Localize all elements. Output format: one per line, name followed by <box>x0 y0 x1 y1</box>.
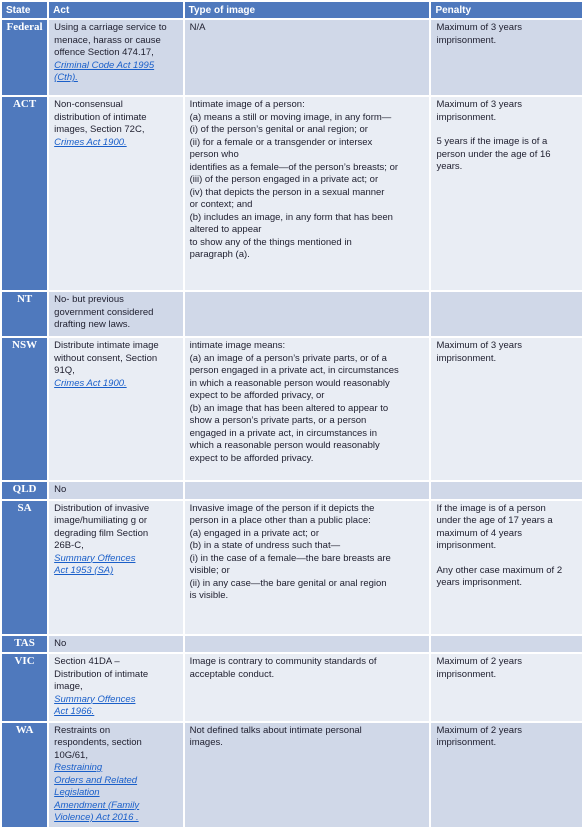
text-line: (ii) in any case—the bare genital or anal region <box>189 577 387 589</box>
text-line: drafting new laws. <box>54 319 131 330</box>
table-row-federal <box>2 20 582 95</box>
text-line: person who <box>189 149 239 160</box>
text-line: Maximum of 2 years <box>436 724 522 736</box>
text-line: Maximum of 3 years <box>436 22 522 33</box>
text-line: imprisonment. <box>436 111 497 123</box>
header-act: Act <box>49 2 182 18</box>
act-cell <box>49 292 182 336</box>
text-line: visible; or <box>189 565 230 576</box>
text-line: expect to be afforded privacy. <box>189 452 314 464</box>
state-cell: WA <box>2 723 47 827</box>
text-line: distribution of intimate <box>54 111 147 123</box>
text-line: in which a reasonable person would reasonably <box>189 377 390 389</box>
text-line: Distribution of intimate <box>54 668 149 680</box>
legislation-link[interactable]: Legislation <box>54 787 100 798</box>
text-line: N/A <box>189 22 206 33</box>
legislation-link[interactable]: Crimes Act 1900. <box>54 377 127 389</box>
text-line: 5 years if the image is of a <box>436 136 548 147</box>
type-of-image-cell <box>185 97 430 290</box>
text-line: Invasive image of the person if it depicts the <box>189 502 375 514</box>
legislation-link[interactable]: Restraining <box>54 762 103 773</box>
text-line: (b) an image that has been altered to appear to <box>189 402 389 414</box>
penalty-cell <box>431 636 582 653</box>
legislation-link[interactable]: Summary Offences <box>54 552 136 564</box>
act-cell <box>49 723 182 827</box>
act-cell <box>49 482 182 499</box>
text-line: person engaged in a private act, in circumstances <box>189 365 399 376</box>
text-line: offence Section 474.17, <box>54 47 154 58</box>
text-line: 91Q, <box>54 365 75 376</box>
text-line: Any other case maximum of 2 <box>436 564 563 576</box>
text-line: 10G/61, <box>54 749 88 761</box>
header-penalty: Penalty <box>431 2 582 18</box>
text-line: Using a carriage service to <box>54 22 167 33</box>
legislation-link[interactable]: Criminal Code Act 1995 <box>54 59 155 71</box>
text-line: which a reasonable person would reasonably <box>189 440 380 451</box>
text-line: (iv) that depicts the person in a sexual manner <box>189 186 385 198</box>
legislation-link[interactable]: Act 1953 (SA) <box>54 565 114 576</box>
paragraph-gap <box>436 553 577 565</box>
text-line: Intimate image of a person: <box>189 99 305 110</box>
text-line: imprisonment. <box>436 668 497 680</box>
legislation-link[interactable]: Crimes Act 1900. <box>54 136 127 148</box>
text-line: person in a place other than a public place: <box>189 515 371 526</box>
state-cell: NT <box>2 292 47 336</box>
text-line: imprisonment. <box>436 34 497 46</box>
text-line: under the age of 17 years a <box>436 515 553 526</box>
text-line: Image is contrary to community standards of <box>189 656 377 667</box>
paragraph-gap <box>436 124 577 136</box>
legislation-link[interactable]: Summary Offences <box>54 693 136 705</box>
text-line: show a person’s private parts, or a person <box>189 415 367 426</box>
text-line: Distribute intimate image <box>54 340 159 351</box>
text-line: (iii) of the person engaged in a private act; or <box>189 174 379 185</box>
penalty-cell <box>431 338 582 480</box>
header-state: State <box>2 2 47 18</box>
table-row-nt <box>2 292 582 336</box>
text-line: 26B-C, <box>54 540 84 551</box>
type-of-image-cell <box>185 723 430 827</box>
text-line: images. <box>189 737 223 748</box>
table-row-vic <box>2 654 582 721</box>
act-cell <box>49 501 182 634</box>
legislation-link[interactable]: (Cth). <box>54 72 78 83</box>
text-line: engaged in a private act, in circumstances in <box>189 427 378 439</box>
legislation-link[interactable]: Act 1966. <box>54 706 95 717</box>
header-row <box>2 2 582 18</box>
text-line: or context; and <box>189 199 253 210</box>
text-line: Restraints on <box>54 724 111 736</box>
state-cell: TAS <box>2 636 47 653</box>
text-line: years. <box>436 161 463 172</box>
text-line: without consent, Section <box>54 352 158 364</box>
text-line: imprisonment. <box>436 540 497 551</box>
text-line: Not defined talks about intimate personal <box>189 724 362 736</box>
table-row-qld <box>2 482 582 499</box>
text-line: No- but previous <box>54 294 124 305</box>
text-line: If the image is of a person <box>436 502 546 514</box>
penalty-cell <box>431 654 582 721</box>
text-line: image/humiliating g or <box>54 515 148 526</box>
state-cell: SA <box>2 501 47 634</box>
text-line: is visible. <box>189 590 229 601</box>
penalty-cell <box>431 501 582 634</box>
text-line: Distribution of invasive <box>54 502 150 514</box>
act-cell <box>49 338 182 480</box>
text-line: acceptable conduct. <box>189 668 275 680</box>
penalty-cell <box>431 292 582 336</box>
text-line: (b) includes an image, in any form that has been <box>189 211 393 223</box>
act-cell <box>49 97 182 290</box>
text-line: (a) an image of a person’s private parts, or of a <box>189 352 387 364</box>
header-type-of-image: Type of image <box>185 2 430 18</box>
penalty-cell <box>431 20 582 95</box>
text-line: government considered <box>54 306 154 318</box>
text-line: intimate image means: <box>189 340 286 351</box>
table-row-tas <box>2 636 582 653</box>
table-row-nsw <box>2 338 582 480</box>
act-cell <box>49 636 182 653</box>
text-line: respondents, section <box>54 737 142 748</box>
type-of-image-cell <box>185 636 430 653</box>
text-line: (ii) for a female or a transgender or intersex <box>189 136 373 148</box>
text-line: No <box>54 637 67 649</box>
text-line: image, <box>54 681 83 692</box>
text-line: Non-consensual <box>54 99 123 110</box>
type-of-image-cell <box>185 654 430 721</box>
text-line: person under the age of 16 <box>436 148 551 160</box>
penalty-cell <box>431 97 582 290</box>
text-line: Section 41DA – <box>54 656 120 667</box>
penalty-cell <box>431 482 582 499</box>
text-line: No <box>54 484 67 495</box>
act-cell <box>49 654 182 721</box>
text-line: paragraph (a). <box>189 249 250 260</box>
table-body <box>2 20 582 827</box>
text-line: images, Section 72C, <box>54 124 145 135</box>
legislation-link[interactable]: Orders and Related <box>54 774 138 786</box>
type-of-image-cell <box>185 20 430 95</box>
legislation-link[interactable]: Amendment (Family <box>54 799 140 811</box>
state-cell: NSW <box>2 338 47 480</box>
text-line: identifies as a female—of the person’s breasts; or <box>189 161 399 173</box>
state-cell: VIC <box>2 654 47 721</box>
text-line: (b) in a state of undress such that— <box>189 540 341 551</box>
state-cell: Federal <box>2 20 47 95</box>
text-line: Maximum of 2 years <box>436 656 522 667</box>
type-of-image-cell <box>185 292 430 336</box>
text-line: Maximum of 3 years <box>436 340 522 351</box>
text-line: maximum of 4 years <box>436 527 522 539</box>
text-line: (i) of the person’s genital or anal region; or <box>189 124 368 135</box>
table-row-act <box>2 97 582 290</box>
text-line: to show any of the things mentioned in <box>189 236 352 248</box>
penalty-cell <box>431 723 582 827</box>
type-of-image-cell <box>185 501 430 634</box>
state-cell: ACT <box>2 97 47 290</box>
act-cell <box>49 20 182 95</box>
state-cell: QLD <box>2 482 47 499</box>
table-row-sa <box>2 501 582 634</box>
legislation-link[interactable]: Violence) Act 2016 . <box>54 812 139 823</box>
type-of-image-cell <box>185 482 430 499</box>
text-line: altered to appear <box>189 224 262 235</box>
text-line: (a) means a still or moving image, in any form— <box>189 111 392 123</box>
text-line: degrading film Section <box>54 527 149 539</box>
text-line: Maximum of 3 years <box>436 99 522 110</box>
type-of-image-cell <box>185 338 430 480</box>
text-line: imprisonment. <box>436 352 497 364</box>
text-line: menace, harass or cause <box>54 34 161 46</box>
text-line: (a) engaged in a private act; or <box>189 527 319 539</box>
text-line: years imprisonment. <box>436 577 522 588</box>
text-line: imprisonment. <box>436 737 497 748</box>
text-line: (i) in the case of a female—the bare breasts are <box>189 552 391 564</box>
text-line: expect to be afforded privacy, or <box>189 390 325 401</box>
table-row-wa <box>2 723 582 827</box>
